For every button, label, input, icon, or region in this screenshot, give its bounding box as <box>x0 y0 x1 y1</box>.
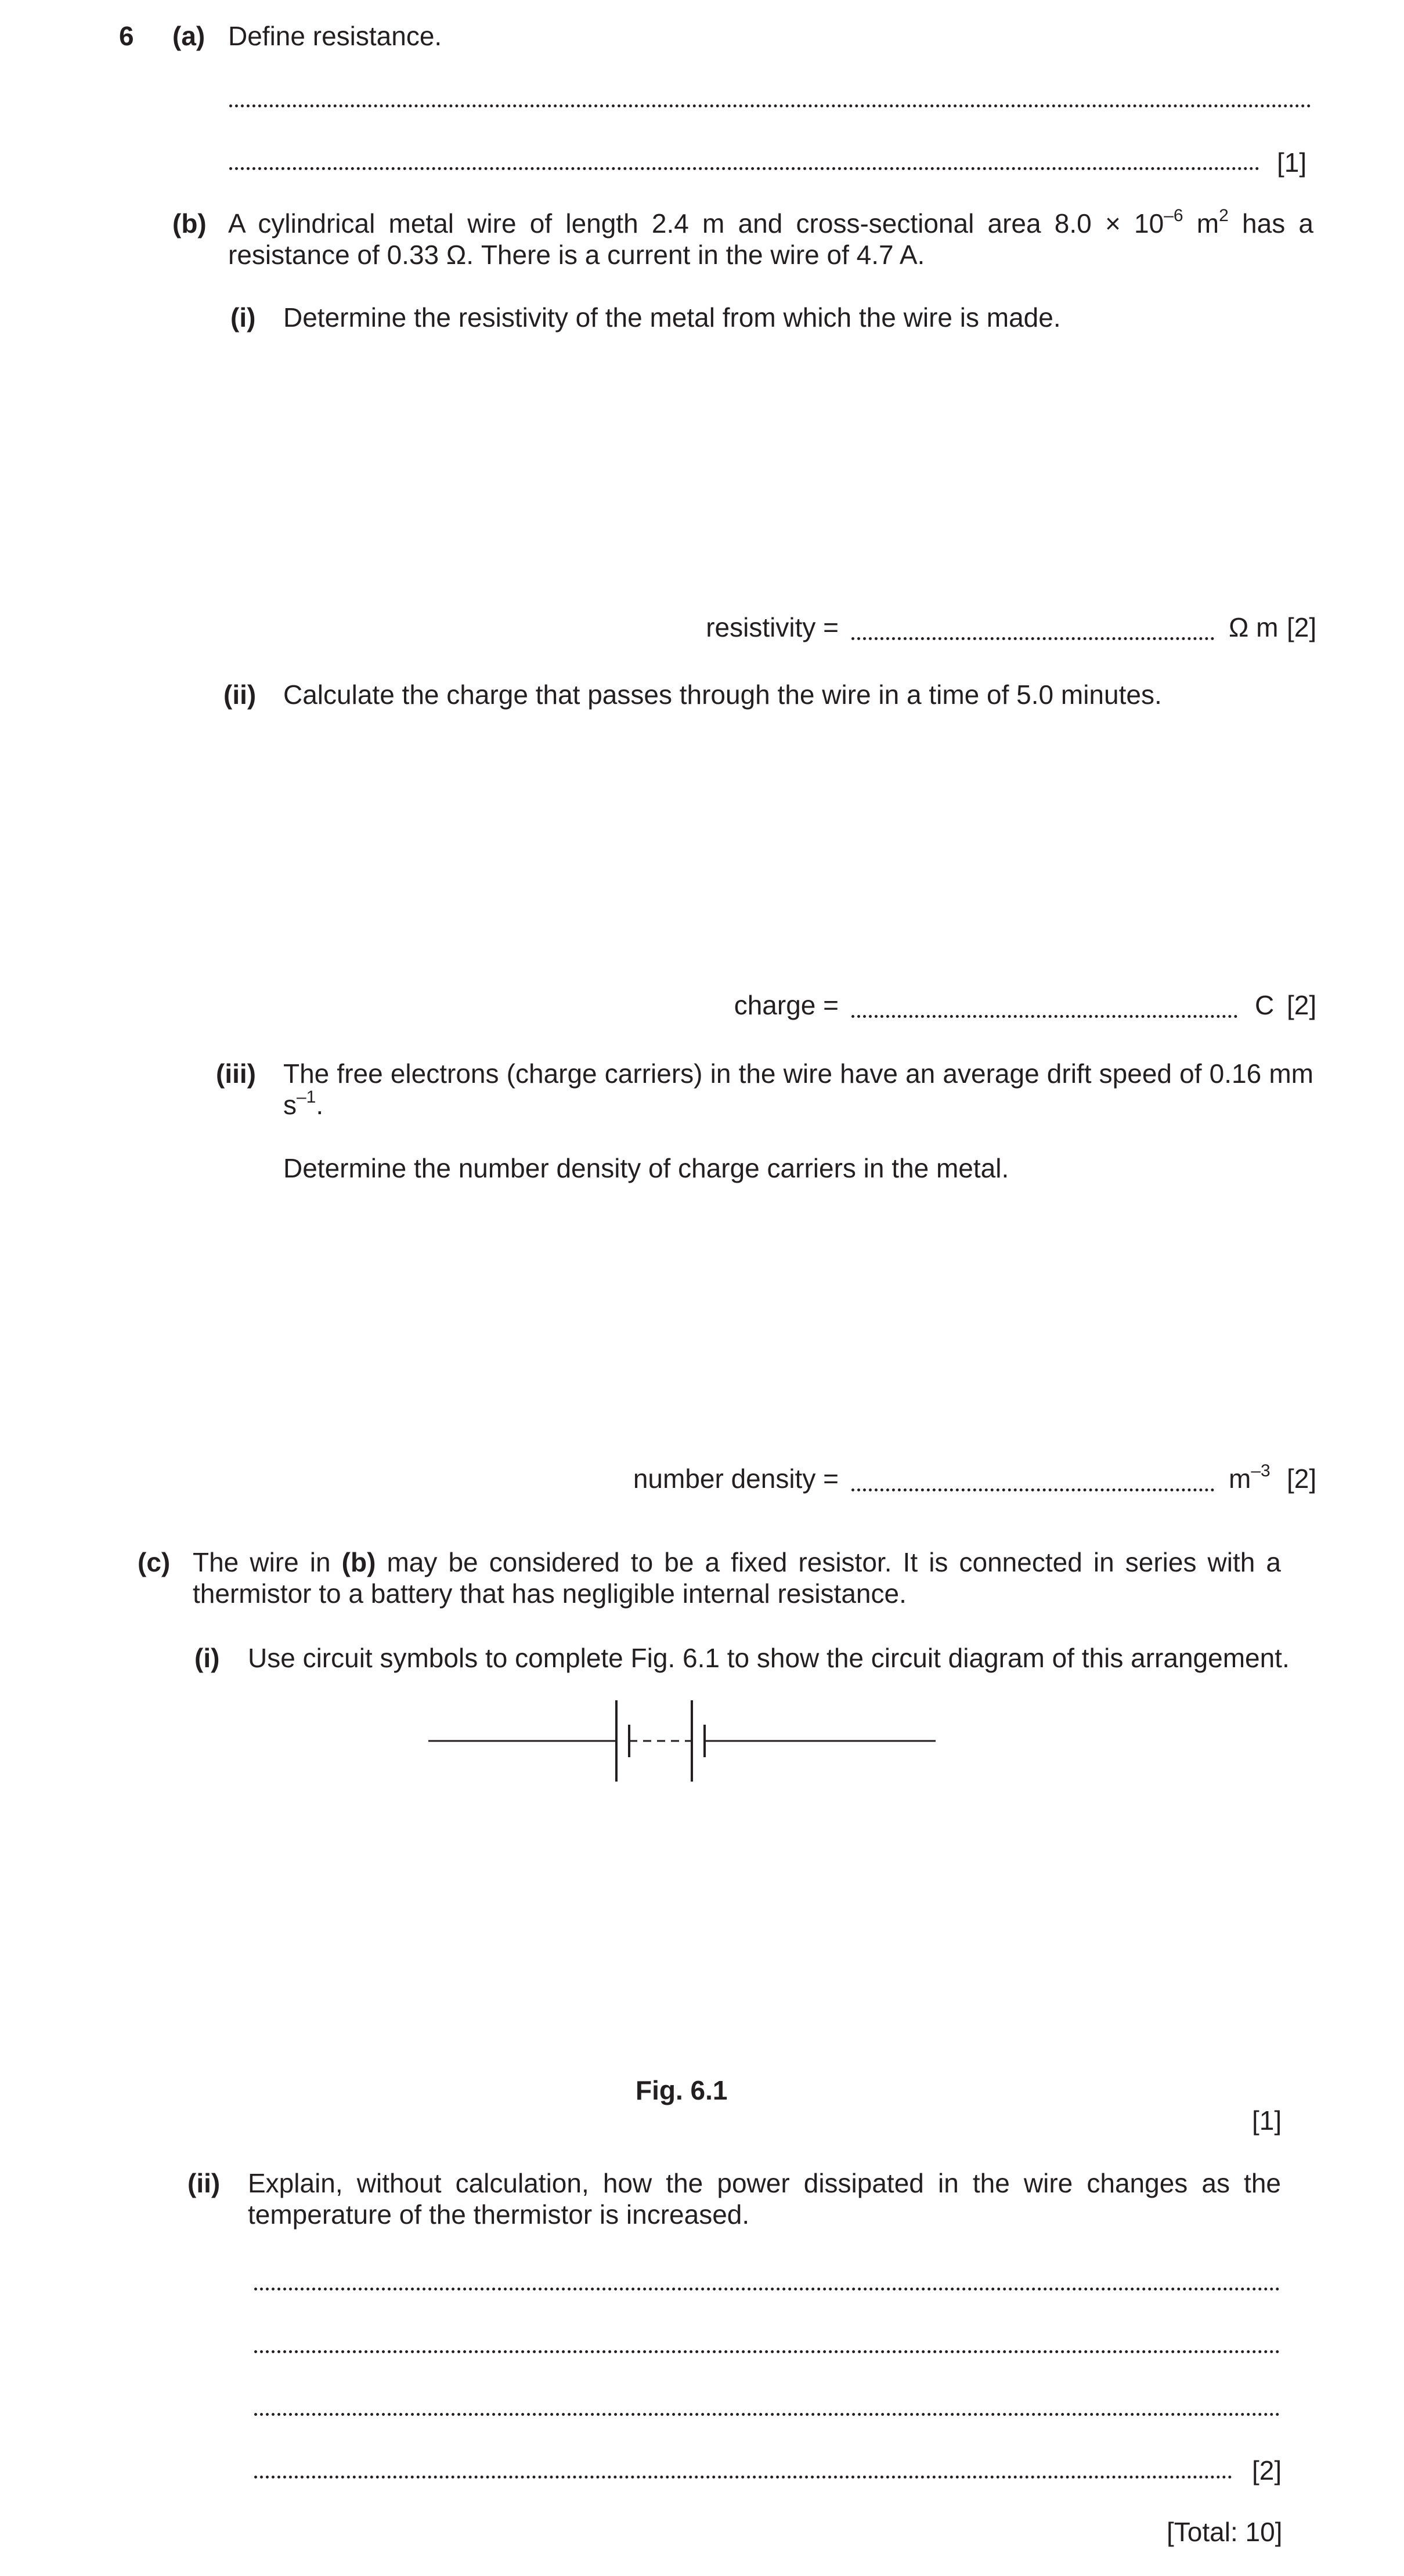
resistivity-label: resistivity = <box>706 612 839 642</box>
part-c-i-label: (i) <box>194 1643 220 1673</box>
charge-label: charge = <box>734 990 839 1020</box>
part-b-text: A cylindrical metal wire of length 2.4 m and cross-sectional area $8.0 \times 10^{-6}$ $m^2$ has a resistance of 0.33 Ω. There is a current in the wire of 4.7 A. <box>228 205 1313 270</box>
part-a-label: (a) <box>172 21 205 51</box>
part-c-ii-text: Explain, without calculation, how the power dissipated in the wire changes as the temperature of the thermistor is increased. <box>248 2168 1281 2230</box>
charge-answer-line[interactable] <box>851 1015 1237 1018</box>
part-b-iii-marks: [2] <box>1287 1464 1317 1494</box>
part-b-ii-label: (ii) <box>223 680 257 710</box>
resistivity-unit: Ω m <box>1229 612 1279 642</box>
part-b-iii-label: (iii) <box>216 1058 256 1089</box>
part-b-ii-text: Calculate the charge that passes through the wire in a time of 5.0 minutes. <box>283 680 1162 710</box>
part-b-label: (b) <box>172 208 207 239</box>
part-b-i-text: Determine the resistivity of the metal from which the wire is made. <box>283 302 1061 333</box>
answer-line-a-1[interactable] <box>229 104 1311 107</box>
question-number: 6 <box>119 21 134 51</box>
circuit-diagram[interactable] <box>406 1695 958 1787</box>
part-a-text: Define resistance. <box>228 21 442 51</box>
answer-line-c-ii-1[interactable] <box>254 2288 1280 2290</box>
total-marks: [Total: 10] <box>1167 2517 1283 2547</box>
part-c-i-marks: [1] <box>1252 2105 1282 2136</box>
number-density-unit: $m^{-3}$ <box>1229 1461 1271 1494</box>
part-c-label: (c) <box>138 1547 171 1577</box>
answer-line-c-ii-2[interactable] <box>254 2350 1280 2353</box>
answer-line-c-ii-3[interactable] <box>254 2413 1280 2416</box>
charge-unit: C <box>1255 990 1275 1020</box>
part-c-i-text: Use circuit symbols to complete Fig. 6.1 to show the circuit diagram of this arrangement. <box>248 1643 1290 1673</box>
part-b-iii-text2: Determine the number density of charge carriers in the metal. <box>283 1153 1009 1183</box>
number-density-label: number density = <box>633 1464 839 1494</box>
part-a-marks: [1] <box>1277 147 1307 178</box>
answer-line-c-ii-4[interactable] <box>254 2476 1232 2479</box>
resistivity-answer-line[interactable] <box>851 637 1214 640</box>
part-b-i-label: (i) <box>230 302 256 333</box>
part-b-iii-text: The free electrons (charge carriers) in the wire have an average drift speed of 0.16 mm $s^{-1}$. <box>283 1058 1313 1120</box>
answer-line-a-2[interactable] <box>229 167 1259 170</box>
part-b-i-marks: [2] <box>1287 612 1317 642</box>
number-density-answer-line[interactable] <box>851 1488 1214 1491</box>
part-b-ii-marks: [2] <box>1287 990 1317 1020</box>
part-c-ii-marks: [2] <box>1252 2455 1282 2485</box>
part-c-text: The wire in (b) may be considered to be a fixed resistor. It is connected in series with a thermistor to a battery that has negligible internal resistance. <box>193 1547 1281 1609</box>
part-c-ii-label: (ii) <box>187 2168 221 2198</box>
fig-caption: Fig. 6.1 <box>636 2075 728 2105</box>
